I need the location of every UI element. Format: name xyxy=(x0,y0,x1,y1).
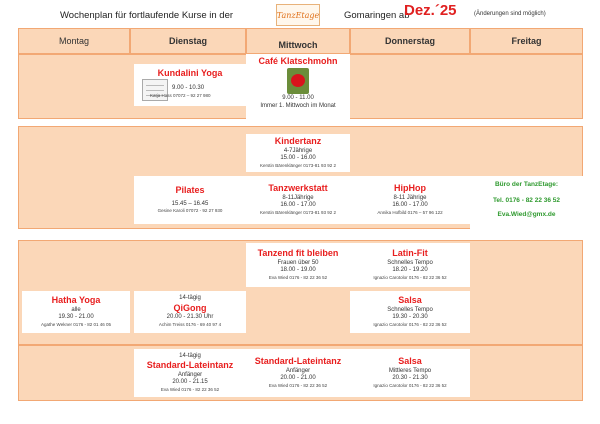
course-time: 9.00 - 11.00 xyxy=(282,95,314,102)
course-title: Kundalini Yoga xyxy=(157,68,223,78)
course-sub: Frauen über 50 xyxy=(277,259,319,266)
course-frequency: 14-tägig xyxy=(179,295,201,302)
course-standard-lateintanz-tuesday xyxy=(134,349,246,397)
course-time: 18.20 - 19.20 xyxy=(392,267,428,274)
course-standard-lateintanz-wednesday xyxy=(246,349,350,397)
course-time: 20.00 - 21.15 xyxy=(172,379,208,386)
course-time: 19.30 - 20.30 xyxy=(392,314,428,321)
course-title: Latin-Fit xyxy=(392,248,428,259)
header-month: Dez.´25 xyxy=(404,2,457,19)
office-phone: Tel. 0176 - 82 22 36 52 xyxy=(492,196,561,204)
course-pilates xyxy=(134,176,246,224)
course-title: Tanzend fit bleiben xyxy=(257,248,339,259)
course-contact: Gesine Karoli 07072 - 92 27 930 xyxy=(157,208,223,214)
course-title: Pilates xyxy=(175,185,205,196)
course-time: 18.00 - 19.00 xyxy=(280,267,316,274)
tanzetage-logo: TanzEtage xyxy=(276,4,320,26)
header-note: (Änderungen sind möglich) xyxy=(474,11,546,17)
course-tanzend-fit-bleiben xyxy=(246,243,350,287)
course-contact: Eva Wied 0176 - 82 22 36 52 xyxy=(268,275,328,281)
course-note: Immer 1. Mittwoch im Monat xyxy=(260,103,336,110)
course-title: Salsa xyxy=(398,356,422,367)
course-contact: Ignazio Carotolor 0176 - 82 22 36 52 xyxy=(373,275,447,281)
course-latin-fit xyxy=(350,243,470,287)
course-hatha-yoga xyxy=(22,291,130,333)
course-time: 16.00 - 17.00 xyxy=(392,202,428,209)
course-time: 15.00 - 16.00 xyxy=(280,155,316,162)
office-contact-box xyxy=(470,176,583,229)
course-tanzwerkstatt xyxy=(246,176,350,224)
course-age: 8-11Jährige xyxy=(282,194,314,201)
course-title: Standard-Lateintanz xyxy=(254,356,342,367)
course-time: 9.00 - 10.30 xyxy=(172,85,205,91)
course-salsa-medium xyxy=(350,349,470,397)
course-contact: Katja Hass 07072 – 92 27 980 xyxy=(150,93,211,98)
course-time: 20.00 - 21.00 xyxy=(280,375,316,382)
course-frequency: 14-tägig xyxy=(179,352,201,359)
course-sub: Anfänger xyxy=(285,367,311,374)
course-age: 4-7Jährige xyxy=(283,147,313,154)
course-title: Café Klatschmohn xyxy=(258,56,338,66)
course-qigong xyxy=(134,291,246,333)
day-header-monday: Montag xyxy=(18,28,130,54)
course-title: QiGong xyxy=(173,303,207,314)
course-contact: Eva Wied 0176 - 82 22 36 52 xyxy=(160,387,220,393)
course-age: 8-11 Jährige xyxy=(393,194,427,201)
course-time: 15.45 – 16.45 xyxy=(171,200,209,207)
course-contact: Annika Hofbild 0176 – 57 96 122 xyxy=(377,210,443,216)
course-time: 16.00 - 17.00 xyxy=(280,202,316,209)
course-contact: Eva Wied 0176 - 82 22 36 52 xyxy=(268,383,328,389)
course-hiphop xyxy=(350,176,470,224)
course-contact: Kerstin Bärenklänger 0173-81 93 92 2 xyxy=(259,163,337,169)
header-text-left: Wochenplan für fortlaufende Kurse in der xyxy=(60,10,234,21)
course-contact: Ignazio Carotolor 0176 - 82 22 36 52 xyxy=(373,322,447,328)
course-kindertanz xyxy=(246,134,350,172)
course-title: Tanzwerkstatt xyxy=(268,183,328,194)
office-title: Büro der TanzEtage: xyxy=(494,181,559,188)
course-sub: Schnelles Tempo xyxy=(387,259,433,266)
course-contact: Ignazio Carotolor 0176 - 82 22 36 52 xyxy=(373,383,447,389)
course-salsa-fast xyxy=(350,291,470,333)
course-sub: Schnelles Tempo xyxy=(387,306,433,313)
day-header-friday: Freitag xyxy=(470,28,583,54)
office-email[interactable]: Eva.Wied@gmx.de xyxy=(497,210,556,218)
course-title: Salsa xyxy=(398,295,422,306)
course-contact: Agathe Wekner 0176 - 82 01 46 05 xyxy=(41,322,111,328)
course-title: Kindertanz xyxy=(274,136,322,147)
course-contact: Kerstin Bärenklänger 0173-81 93 92 2 xyxy=(259,210,337,216)
course-title: HipHop xyxy=(394,183,426,194)
course-sub: Anfänger xyxy=(177,371,203,378)
day-header-wednesday: Mittwoch xyxy=(246,28,350,54)
course-time: 20.30 - 21.30 xyxy=(392,375,428,382)
course-title: Standard-Lateintanz xyxy=(146,360,234,371)
poppy-flower-image xyxy=(287,68,309,94)
course-title: Hatha Yoga xyxy=(51,295,101,306)
day-header-thursday: Donnerstag xyxy=(350,28,470,54)
day-header-tuesday: Dienstag xyxy=(130,28,246,54)
course-sub: alle xyxy=(71,306,81,313)
course-time: 20.00 - 21.30 Uhr xyxy=(166,314,214,321)
page-header xyxy=(0,0,600,28)
course-contact: Achim Treiss 0176 - 69 40 97 4 xyxy=(158,322,222,328)
course-time: 19.30 - 21.00 xyxy=(58,314,94,321)
course-sub: Mittleres Tempo xyxy=(388,367,432,374)
header-text-right: Gomaringen ab xyxy=(344,10,410,21)
